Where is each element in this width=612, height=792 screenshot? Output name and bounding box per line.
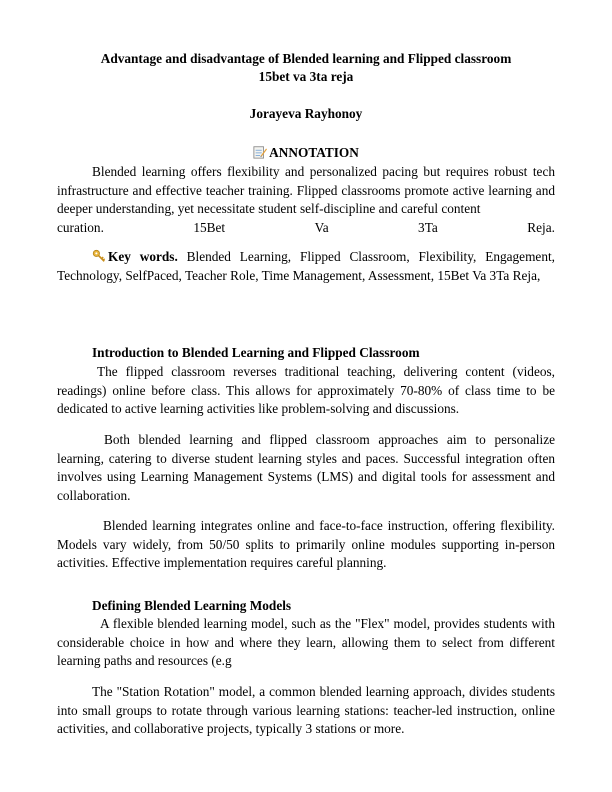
keywords-paragraph xyxy=(57,248,555,285)
author-name: Jorayeva Rayhonoy xyxy=(249,106,363,121)
keywords-label: Key words. xyxy=(108,249,178,264)
annotation-last-line xyxy=(57,219,555,238)
key-icon xyxy=(92,249,106,263)
section-heading-intro: Introduction to Blended Learning and Flipped Classroom xyxy=(92,345,420,360)
annotation-word: 15Bet xyxy=(193,220,226,235)
annotation-paragraph: Blended learning offers flexibility and personalized pacing but requires robust tech infrastructure and effective teacher training. Flipped classrooms promote active learning and deeper understanding, yet necessitate student self-discipline and careful content xyxy=(57,164,555,216)
annotation-word: curation. xyxy=(57,220,104,235)
intro-paragraph-2: Both blended learning and flipped classroom approaches aim to personalize learning, catering to diverse student learning styles and paces. Successful integration often involves using Learning Management Systems (LMS) and digital tools for assessment and collaboration. xyxy=(57,432,555,503)
intro-paragraph-3: Blended learning integrates online and face-to-face instruction, offering flexibility. Models vary widely, from 50/50 splits to primarily online modules supporting in-person activities. Effective implementation requires careful planning. xyxy=(57,518,555,570)
section-heading-models: Defining Blended Learning Models xyxy=(92,598,292,613)
keywords-text: Blended Learning, Flipped Classroom, Flexibility, Engagement, Technology, SelfPaced, Teacher Role, Time Management, Assessment, 15Bet Va 3Ta Reja, xyxy=(57,249,555,283)
models-paragraph-2: The "Station Rotation" model, a common blended learning approach, divides students into small groups to rotate through various learning stations: teacher-led instruction, online activities, and collaborative projects, typically 3 stations or more. xyxy=(57,684,555,736)
annotation-word: Va xyxy=(314,220,329,235)
memo-icon xyxy=(253,145,267,159)
title-line-1: Advantage and disadvantage of Blended learning and Flipped classroom xyxy=(100,51,512,66)
annotation-word: 3Ta xyxy=(418,220,438,235)
annotation-word: Reja. xyxy=(527,220,555,235)
annotation-heading: ANNOTATION xyxy=(269,145,359,160)
title-line-2: 15bet va 3ta reja xyxy=(258,69,354,84)
annotation-heading-row xyxy=(56,144,556,163)
models-paragraph-1: A flexible blended learning model, such as the "Flex" model, provides students with considerable choice in how and where they learn, allowing them to select from different learning paths and resources (e.g xyxy=(57,616,555,668)
intro-paragraph-1: The flipped classroom reverses traditional teaching, delivering content (videos, readings) online before class. This allows for approximately 70-80% of class time to be dedicated to active learning activities like problem-solving and discussions. xyxy=(57,364,555,416)
